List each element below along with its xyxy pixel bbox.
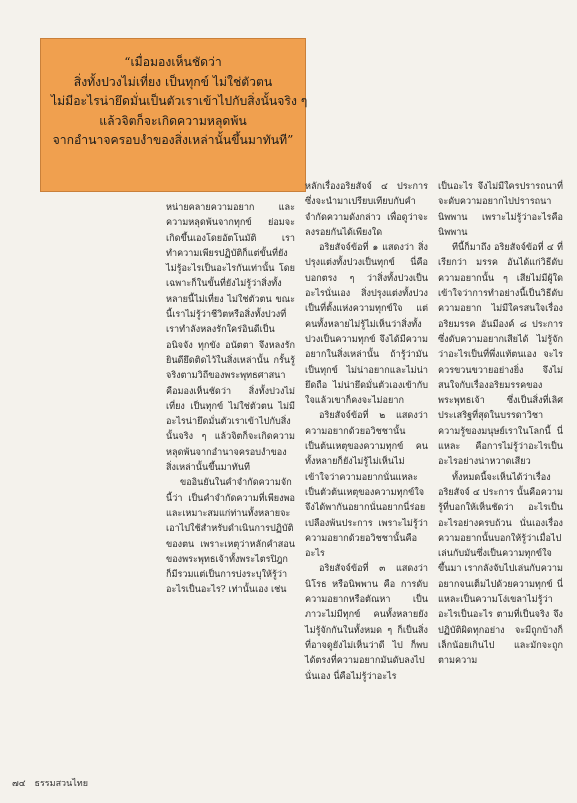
paragraph: อริยสัจจ์ข้อที่ ๑ แสดงว่า สิ่งปรุงแต่งทั้งปวงเป็นทุกข์ นี่คือบอกตรง ๆ ว่าสิ่งทั้งปวงเป็นอะไรนั่นเอง สิ่งปรุงแต่งทั้งปวงเป็นที่ตั้งแห่งความทุกข์ใจ แต่คนทั้งหลายไม่รู้ไม่เห็นว่าสิ่งทั้งปวงเป็นความทุกข์ จึงได้มีความอยากในสิ่งเหล่านั้น ถ้ารู้ว่ามันเป็นทุกข์ ไม่น่าอยากและไม่น่ายึดถือ ไม่น่ายึดมั่นตัวเองเข้ากับใจแล้วเขาก็คงจะไม่อยาก [305,243,428,407]
pull-quote-line: สิ่งทั้งปวงไม่เที่ยง เป็นทุกข์ ไม่ใช่ตัวตน [73,74,273,89]
pull-quote-line: ไม่มีอะไรน่ายึดมั่นเป็นตัวเราเข้าไปกับสิ่งนั้นจริง ๆ [51,94,308,108]
paragraph: หน่ายคลายความอยาก และความหลุดพ้นจากทุกข์ ย่อมจะเกิดขึ้นเองโดยอัตโนมัติ เราทำความเพียรปฏิบัติก็แต่ขั้นที่ยังไม่รู้อะไรเป็นอะไรกันเท่านั้น โดยเฉพาะก็ในขั้นที่ยังไม่รู้ว่าสิ่งทั้งหลายนี้ไม่เที่ยง ไม่ใช่ตัวตน ขณะนี้เราไม่รู้ว่าชีวิตหรือสิ่งทั้งปวงที่เราทำลังหลงรักใคร่อินดีเป็นอนิจจัง ทุกขัง อนัตตา จึงหลงรักยินดียึดติดไว้ในสิ่งเหล่านั้น กรั้นรู้จริงตามวิถีของพระพุทธศาสนาคือมองเห็นชัดว่า สิ่งทั้งปวงไม่เที่ยง เป็นทุกข์ ไม่ใช่ตัวตน ไม่มีอะไรน่ายึดมั่นตัวเราเข้าไปกับสิ่งนั้นจริง ๆ แล้วจิตก็จะเกิดความหลุดพ้นจากอำนาจครอบงำของสิ่งเหล่านั้นขึ้นมาทันที [166,203,295,474]
paragraph: เป็นอะไร จึงไม่มีใครปรารถนาที่จะดับความอยากไปปรารถนานิพพาน เพราะไม่รู้ว่าอะไรคือนิพพาน [438,182,563,238]
publication-name: ธรรมสวนไทย [34,779,88,789]
page-footer [12,776,88,790]
paragraph: อริยสัจจ์ข้อที่ ๓ แสดงว่า นิโรธ หรือนิพพาน คือ การดับความอยากหรือตัณหา เป็นภาวะไม่มีทุกข์ คนทั้งหลายยังไม่รู้จักกันในทั้งหมด ๆ ก็เป็นสิ่งที่อาจดูยังไม่เห็นว่าดี ไป ก็พบได้ตรงที่ความอยากมันดับลงไปนั่นเอง นี่คือไม่รู้ว่าอะไร [305,564,428,682]
pull-quote-line: “เมื่อมองเห็นชัดว่า [124,55,222,69]
paragraph: อริยสัจจ์ข้อที่ ๒ แสดงว่า ความอยากด้วยอวิชชานั้นเป็นต้นเหตุของความทุกข์ คนทั้งหลายก็ยังไม่รู้ไม่เห็นไม่เข้าใจว่าความอยากนั่นแหละ เป็นตัวต้นเหตุของความทุกข์ใจ จึงได้พากันอยากนั่นอยากนี่ร่อยเปลืองพ้นประการ เพราะไม่รู้ว่าความอยากด้วยอวิชชานั้นคืออะไร [305,411,428,560]
pull-quote-line: แล้วจิตก็จะเกิดความหลุดพ้น [99,113,247,128]
text-column-left [166,201,295,599]
paragraph: ขออินยันในคำจำกัดความจักนี้ว่า เป็นคำจำกัดความที่เพียงพอ และเหมาะสมแก่ท่านทั้งหลายจะเอาไปใช้สำหรับดำเนินการปฏิบัติของตน เพราะเหตุว่าหลักคำสอนของพระพุทธเจ้าทั้งพระไตรปิฎก ก็มีรวมแต่เป็นการบ่งระบุให้รู้ว่า อะไรเป็นอะไร? เท่านั้นเอง เช่น [166,478,295,596]
paragraph: ทั้งหมดนี้จะเห็นได้ว่าเรื่อง อริยสัจจ์ ๔ ประการ นั้นคือความรู้ที่บอกให้เห็นชัดว่า อะไรเป็นอะไรอย่างครบถ้วน นั่นเองเรื่องความอยากนั้นบอกให้รู้ว่าเมื่อไปเล่นกับมันซึ่งเป็นความทุกข์ใจขึ้นมา เรากลังจับไปเล่นกับความอยากจนเต็มไปด้วยความทุกข์ นี่แหละเป็นความโง่เขลาไม่รู้ว่าอะไรเป็นอะไร ตามที่เป็นจริง จึงปฏิบัติผิดทุกอย่าง จะมีถูกบ้างก็เล็กน้อยเกินไป และมักจะถูกตามความ [438,472,563,667]
text-column-right [438,180,563,670]
paragraph: ทีนี้ก็มาถึง อริยสัจจ์ข้อที่ ๔ ที่เรียกว่า มรรค อันได้แก่วิธีดับความอยากนั้น ๆ เสียไม่มีผู้ใดเข้าใจว่าการทำอย่างนี้เป็นวิธีดับความอยาก ไม่มีใครสนใจเรื่องอริยมรรค อันมีองค์ ๘ ประการซึ่งดับความอยากเสียได้ ไม่รู้จักว่าอะไรเป็นที่พึ่งแท้ตนเอง จะไรควรขวนขวายอย่างยิ่ง จึงไม่สนใจกับเรื่องอริยมรรคของพระพุทธเจ้า ซึ่งเป็นสิ่งที่เลิศประเสริฐที่สุดในบรรดาวิชาความรู้ของมนุษย์เราในโลกนี้ นี่แหละ คือการไม่รู้ว่าอะไรเป็นอะไรอย่างน่าหวาดเสียว [438,243,563,468]
page-number: ๗๔ [12,779,26,789]
pull-quote-box [40,38,306,192]
pull-quote-line: จากอำนาจครอบงำของสิ่งเหล่านั้นขึ้นมาทันที” [52,133,294,147]
text-column-middle [305,180,428,685]
paragraph: หลักเรื่องอริยสัจจ์ ๔ ประการ ซึ่งจะนำมาเปรียบเทียบกับคำจำกัดความดังกล่าว เพื่อดูว่าจะลงรอยกันได้เพียงใด [305,182,428,238]
